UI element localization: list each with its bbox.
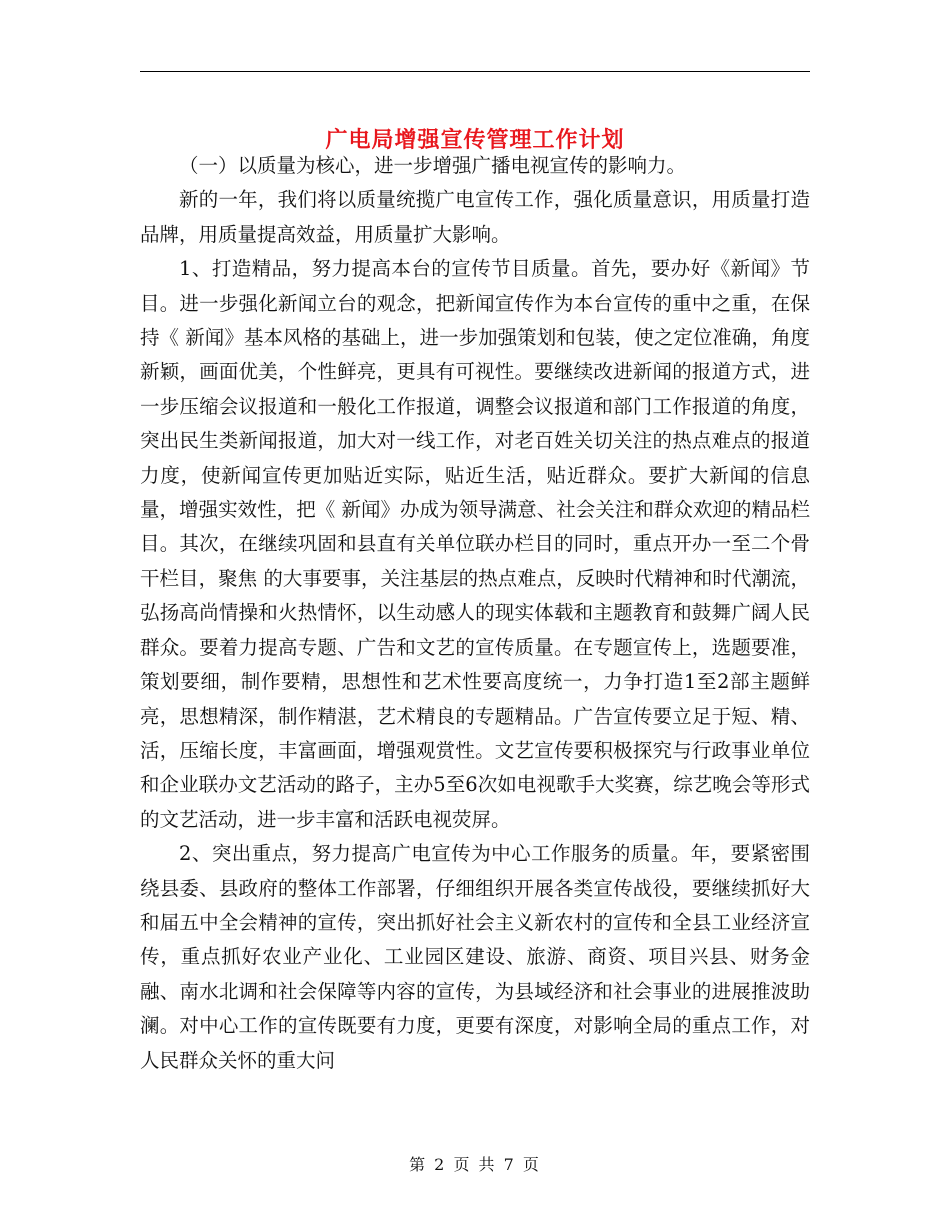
- page-number: 第 2 页 共 7 页: [409, 1155, 541, 1174]
- document-title: 广电局增强宣传管理工作计划: [325, 126, 625, 153]
- body-paragraph-1: 1、打造精品，努力提高本台的宣传节目质量。首先，要办好《新闻》节目。进一步强化新闻立台的观念，把新闻宣传作为本台宣传的重中之重，在保持《 新闻》基本风格的基础上，进一步加强策划和包装，使之定位准确，角度新颖，画面优美，个性鲜亮，更具有可视性。要继续改进新闻的报道方式，进一步压缩会议报道和一般化工作报道，调整会议报道和部门工作报道的角度，突出民生类新闻报道，加大对一线工作，对老百姓关切关注的热点难点的报道力度，使新闻宣传更加贴近实际，贴近生活，贴近群众。要扩大新闻的信息量，增强实效性，把《 新闻》办成为领导满意、社会关注和群众欢迎的精品栏目。其次，在继续巩固和县直有关单位联办栏目的同时，重点开办一至二个骨干栏目，聚焦 的大事要事，关注基层的热点难点，反映时代精神和时代潮流，弘扬高尚情操和火热情怀，以生动感人的现实体载和主题教育和鼓舞广阔人民群众。要着力提高专题、广告和文艺的宣传质量。在专题宣传上，选题要准，策划要细，制作要精，思想性和艺术性要高度统一，力争打造1至2部主题鲜亮，思想精深，制作精湛，艺术精良的专题精品。广告宣传要立足于短、精、活，压缩长度，丰富画面，增强观赏性。文艺宣传要积极探究与行政事业单位和企业联办文艺活动的路子，主办5至6次如电视歌手大奖赛，综艺晚会等形式的文艺活动，进一步丰富和活跃电视荧屏。: [140, 257, 810, 831]
- document-body: [140, 149, 810, 1078]
- intro-paragraph: 新的一年，我们将以质量统揽广电宣传工作，强化质量意识，用质量打造品牌，用质量提高效益，用质量扩大影响。: [140, 188, 810, 246]
- body-paragraph-2: 2、突出重点，努力提高广电宣传为中心工作服务的质量。年，要紧密围绕县委、县政府的整体工作部署，仔细组织开展各类宣传战役，要继续抓好大和届五中全会精神的宣传，突出抓好社会主义新农村的宣传和全县工业经济宣传，重点抓好农业产业化、工业园区建设、旅游、商资、项目兴县、财务金融、南水北调和社会保障等内容的宣传，为县域经济和社会事业的进展推波助澜。对中心工作的宣传既要有力度，更要有深度，对影响全局的重点工作，对人民群众关怀的重大问: [140, 842, 810, 1072]
- section-heading: （一）以质量为核心，进一步增强广播电视宣传的影响力。: [179, 154, 687, 177]
- header-rule: [140, 71, 810, 72]
